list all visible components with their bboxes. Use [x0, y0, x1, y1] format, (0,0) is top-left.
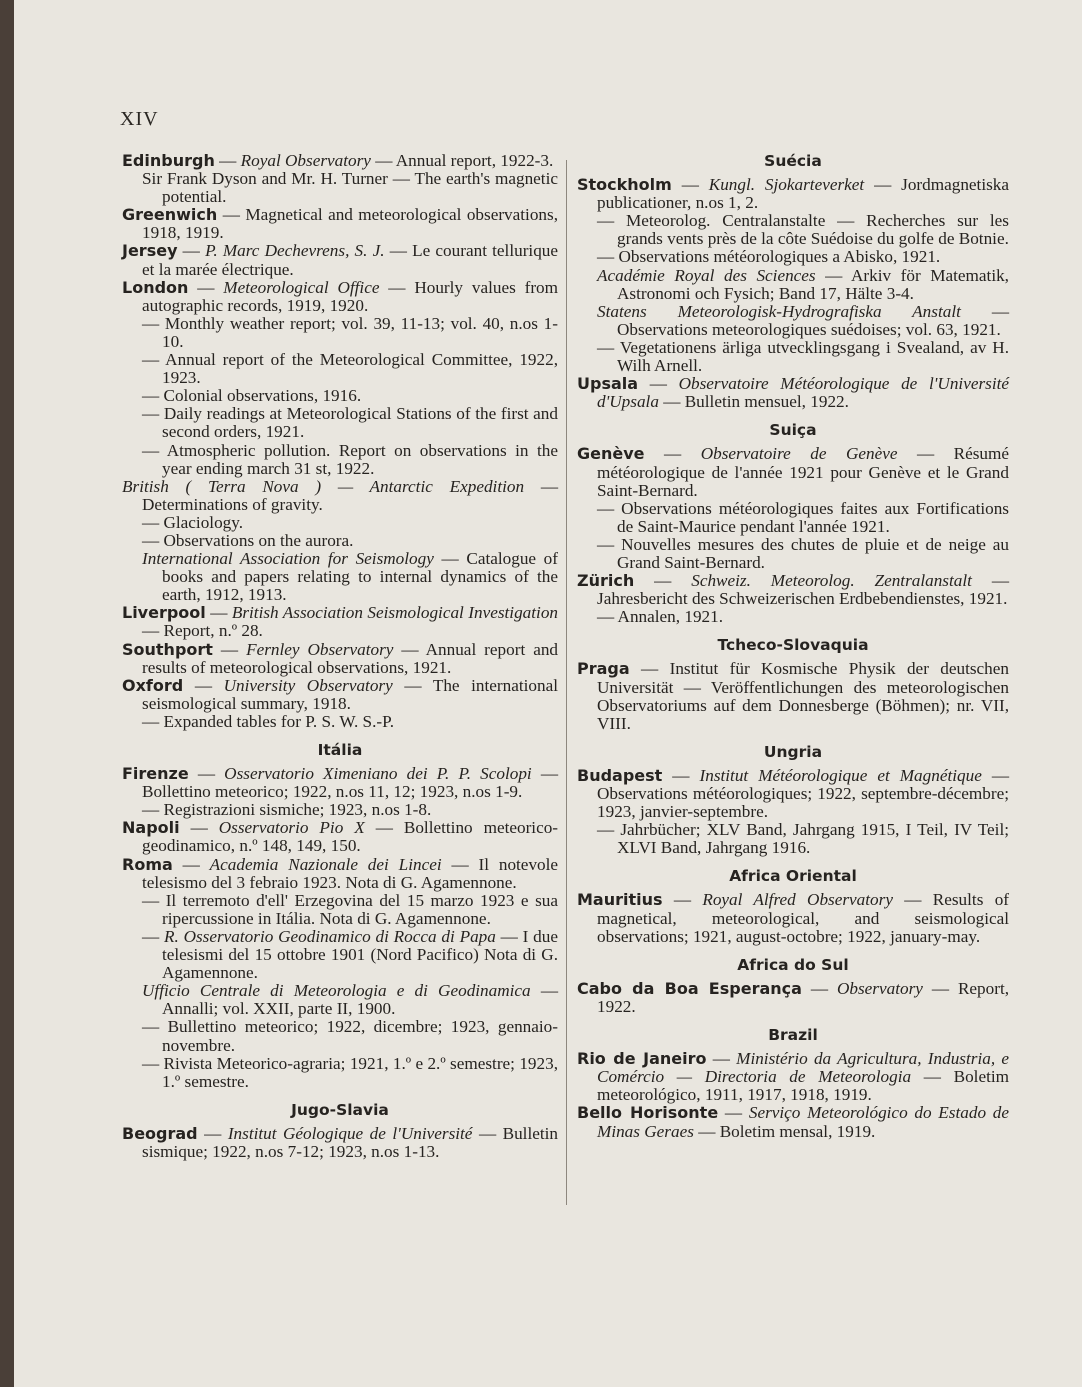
- entry-edinburgh-line2: Sir Frank Dyson and Mr. H. Turner — The earth's magnetic potential.: [142, 169, 558, 207]
- entry-jersey: Jersey — P. Marc Dechevrens, S. J. — Le courant tellurique et la marée électrique.: [122, 241, 559, 279]
- entry-london: London — Meteorological Office — Hourly values from autographic records, 1919, 1920.: [122, 277, 559, 315]
- entry-budapest: Budapest — Institut Météorologique et Magnétique — Observations météorologiques; 1922, septembre-décembre; 1923, janvier-septembre.: [577, 765, 1010, 822]
- entry-london-sub: — Monthly weather report; vol. 39, 11-13; vol. 40, n.os 1-10.: [142, 313, 558, 351]
- entry-stockholm-sub: — Observations météorologiques a Abisko, 1921.: [597, 247, 941, 267]
- entry-edinburgh: Edinburgh — Royal Observatory — Annual report, 1922-3.: [122, 151, 554, 170]
- entry-academie: Académie Royal des Sciences — Arkiv för Matematik, Astronomi och Fysich; Band 17, Hälte 3-4.: [597, 265, 1009, 303]
- entry-ufficio-sub: — Rivista Meteorico-agraria; 1921, 1.º e 2.º semestre; 1923, 1.º semestre.: [142, 1053, 558, 1091]
- country-heading-suecia: Suécia: [764, 152, 822, 170]
- entry-london-sub: — Atmospheric pollution. Report on observations in the year ending march 31 st, 1922.: [142, 440, 558, 478]
- entry-statens-sub: — Vegetationens ärliga utvecklingsgang i Svealand, av H. Wilh Arnell.: [597, 337, 1009, 376]
- country-heading-suica: Suiça: [769, 421, 817, 440]
- country-heading-tcheco-slovaquia: Tcheco-Slovaquia: [717, 636, 869, 655]
- entry-zurich-sub: — Annalen, 1921.: [597, 607, 724, 627]
- entry-rio: Rio de Janeiro — Ministério da Agricultura, Industria, e Comércio — Directoria de Meteorologia — Boletim meteorológico, 1911, 1917, 1918, 1919.: [577, 1049, 1009, 1105]
- entry-geneve: Genève — Observatoire de Genève — Résumé météorologique de l'année 1921 pour Genève et le Grand Saint-Bernard.: [577, 444, 1010, 500]
- country-heading-jugo-slavia: Jugo-Slavia: [291, 1100, 389, 1119]
- entry-oxford: Oxford — University Observatory — The international seismological summary, 1918.: [122, 675, 559, 713]
- entry-roma-sub: — Il terremoto d'ell' Erzegovina del 15 marzo 1923 e sua ripercussione in Itália. Nota di G. Agamennone.: [142, 890, 558, 928]
- entry-stockholm-sub: — Meteorolog. Centralanstalte — Recherches sur les grands vents près de la côte Suédoise du golfe de Botnie.: [597, 211, 1009, 249]
- entry-upsala: Upsala — Observatoire Météorologique de l'Université d'Upsala — Bulletin mensuel, 1922.: [577, 374, 1010, 412]
- left-column: [122, 152, 558, 1161]
- right-column: [577, 152, 1009, 1141]
- entry-bello: Bello Horisonte — Serviço Meteorológico do Estado de Minas Geraes — Boletim mensal, 1919.: [577, 1103, 1010, 1141]
- entry-british-sub: — Observations on the aurora.: [142, 530, 354, 550]
- entry-firenze-sub: — Registrazioni sismiche; 1923, n.os 1-8.: [142, 800, 432, 820]
- entry-napoli: Napoli — Osservatorio Pio X — Bollettino meteorico-geodinamico, n.º 148, 149, 150.: [122, 818, 559, 856]
- country-heading-ungria: Ungria: [763, 742, 823, 761]
- column-divider: [566, 160, 567, 1205]
- page-edge: [0, 0, 14, 1387]
- entry-geneve-sub: — Nouvelles mesures des chutes de pluie et de neige au Grand Saint-Bernard.: [597, 534, 1009, 572]
- entry-london-sub: — Colonial observations, 1916.: [142, 386, 362, 406]
- entry-praga: Praga — Institut für Kosmische Physik der deutschen Universität — Veröffentlichungen des meteorologischen Observatoriums auf dem Donnesberge (Böhmen); nr. VII, VIII.: [577, 659, 1009, 733]
- entry-mauritius: Mauritius — Royal Alfred Observatory — Results of magnetical, meteorological, and seismological observations; 1921, august-octobre; 1922, january-may.: [577, 890, 1010, 946]
- entry-ufficio: Ufficio Centrale di Meteorologia e di Geodinamica — Annalli; vol. XXII, parte II, 1900.: [142, 981, 558, 1019]
- country-heading-africa-oriental: Africa Oriental: [729, 867, 857, 886]
- entry-cabo: Cabo da Boa Esperança — Observatory — Report, 1922.: [577, 978, 1010, 1016]
- entry-london-sub: — Annual report of the Meteorological Committee, 1922, 1923.: [142, 350, 558, 388]
- entry-liverpool: Liverpool — British Association Seismological Investigation — Report, n.º 28.: [122, 603, 559, 641]
- country-heading-italia: Itália: [317, 741, 363, 759]
- entry-statens: Statens Meteorologisk-Hydrografiska Anstalt — Observations meteorologiques suédoises; vol. 63, 1921.: [597, 301, 1010, 339]
- entry-stockholm: Stockholm — Kungl. Sjokarteverket — Jordmagnetiska publicationer, n.os 1, 2.: [577, 175, 1010, 213]
- page-number: XIV: [120, 108, 159, 130]
- entry-greenwich: Greenwich — Magnetical and meteorological observations, 1918, 1919.: [122, 205, 558, 243]
- entry-southport: Southport — Fernley Observatory — Annual report and results of meteorological observations, 1921.: [122, 639, 559, 677]
- entry-roma-sub: — R. Osservatorio Geodinamico di Rocca di Papa — I due telesismi del 15 ottobre 1901 (Nord Pacifico) Nota di G. Agamennone.: [142, 926, 558, 983]
- entry-international: International Association for Seismology — Catalogue of books and papers relating to internal dynamics of the earth, 1912, 1913.: [142, 549, 559, 605]
- entry-oxford-sub: — Expanded tables for P. S. W. S.-P.: [142, 711, 395, 731]
- entry-ufficio-sub: — Bullettino meteorico; 1922, dicembre; 1923, gennaio-novembre.: [142, 1017, 558, 1055]
- country-heading-africa-do-sul: Africa do Sul: [737, 955, 849, 974]
- entry-zurich: Zürich — Schweiz. Meteorolog. Zentralanstalt — Jahresbericht des Schweizerischen Erdbebendienstes, 1921.: [577, 571, 1009, 609]
- entry-british: British ( Terra Nova ) — Antarctic Expedition — Determinations of gravity.: [122, 476, 558, 514]
- entry-british-sub: — Glaciology.: [142, 512, 244, 532]
- entry-geneve-sub: — Observations météorologiques faites aux Fortifications de Saint-Maurice pendant l'année 1921.: [597, 498, 1009, 536]
- entry-london-sub: — Daily readings at Meteorological Stations of the first and second orders, 1921.: [142, 404, 558, 442]
- country-heading-brazil: Brazil: [768, 1026, 818, 1045]
- entry-roma: Roma — Academia Nazionale dei Lincei — Il notevole telesismo del 3 febraio 1923. Nota di G. Agamennone.: [122, 854, 559, 892]
- entry-firenze: Firenze — Osservatorio Ximeniano dei P. P. Scolopi — Bollettino meteorico; 1922, n.os 11, 12; 1923, n.os 1-9.: [122, 764, 559, 802]
- entry-budapest-sub: — Jahrbücher; XLV Band, Jahrgang 1915, I Teil, IV Teil; XLVI Band, Jahrgang 1916.: [597, 820, 1009, 858]
- entry-beograd: Beograd — Institut Géologique de l'Université — Bulletin sismique; 1922, n.os 7-12; 1923, n.os 1-13.: [122, 1123, 558, 1161]
